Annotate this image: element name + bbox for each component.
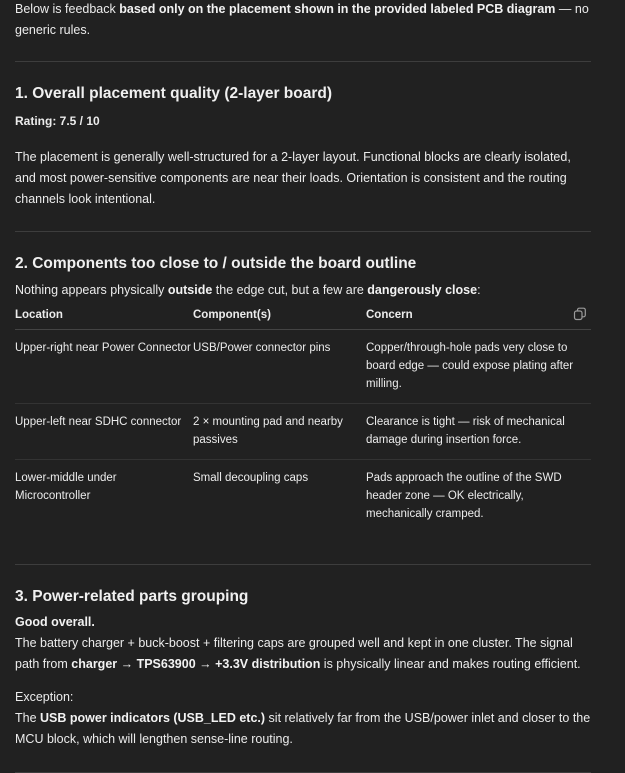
text-bold: dangerously close [367, 283, 478, 297]
cell-location: Lower-middle under Microcontroller [15, 472, 117, 502]
text: is physically linear and makes routing efficient. [320, 657, 581, 671]
text-bold: Good overall. [15, 615, 95, 629]
section3-good [15, 612, 591, 633]
clearance-table [15, 307, 591, 533]
cell-components: USB/Power connector pins [193, 330, 366, 404]
table-row [15, 460, 591, 534]
header-location: Location [15, 307, 193, 330]
intro-prefix: Below is feedback [15, 2, 120, 16]
table-row [15, 330, 591, 404]
cell-components: Small decoupling caps [193, 472, 309, 484]
cell-location: Upper-right near Power Connector [15, 330, 193, 404]
copy-icon[interactable] [573, 307, 587, 321]
table-header-row [15, 307, 591, 330]
cell-concern: Clearance is tight — risk of mechanical damage during insertion force. [366, 404, 591, 460]
exception-label: Exception: [15, 690, 74, 704]
rating-label: Rating: 7.5 / 10 [15, 114, 100, 128]
text: The battery charger + buck-boost + filtering caps are grouped well and kept in one cluster. The signal path from [15, 636, 573, 671]
header-components: Component(s) [193, 307, 366, 330]
section1-heading: 1. Overall placement quality (2-layer board) [15, 85, 333, 102]
section3-heading: 3. Power-related parts grouping [15, 588, 249, 605]
section2-intro [15, 280, 591, 301]
cell-concern: Copper/through-hole pads very close to board edge — could expose plating after milling. [366, 330, 591, 404]
cell-location: Upper-left near SDHC connector [15, 404, 193, 460]
section1-body: The placement is generally well-structured for a 2-layer layout. Functional blocks are clearly isolated, and most power-sensitive components are near their loads. Orientation is consistent and the routing channels look intentional. [15, 150, 571, 206]
chat-response [15, 0, 591, 773]
text: sit relatively far from the USB/power inlet and closer to the MCU block, which will lengthen sense-line routing. [15, 711, 591, 746]
text: Nothing appears physically [15, 283, 168, 297]
section2-heading: 2. Components too close to / outside the board outline [15, 255, 417, 272]
text-bold: charger → TPS63900 → +3.3V distribution [71, 657, 321, 671]
cell-components: 2 × mounting pad and nearby passives [193, 404, 366, 460]
intro-bold: based only on the placement shown in the provided labeled PCB diagram [119, 2, 556, 16]
intro-suffix: — no generic rules. [15, 2, 589, 37]
text: : [477, 283, 481, 297]
text: the edge cut, but a few are [212, 283, 368, 297]
cell-concern: Pads approach the outline of the SWD header zone — OK electrically, mechanically cramped. [366, 472, 562, 520]
text-bold: outside [167, 283, 213, 297]
header-concern [366, 307, 591, 330]
header-concern-label: Concern [366, 309, 413, 321]
text-bold: USB power indicators (USB_LED etc.) [40, 711, 266, 725]
exception-body [15, 708, 591, 750]
section3-body [15, 633, 591, 675]
divider [15, 564, 591, 565]
intro-paragraph [15, 0, 591, 41]
table-row [15, 404, 591, 460]
text: The [15, 711, 41, 725]
divider [15, 61, 591, 62]
divider [15, 231, 591, 232]
